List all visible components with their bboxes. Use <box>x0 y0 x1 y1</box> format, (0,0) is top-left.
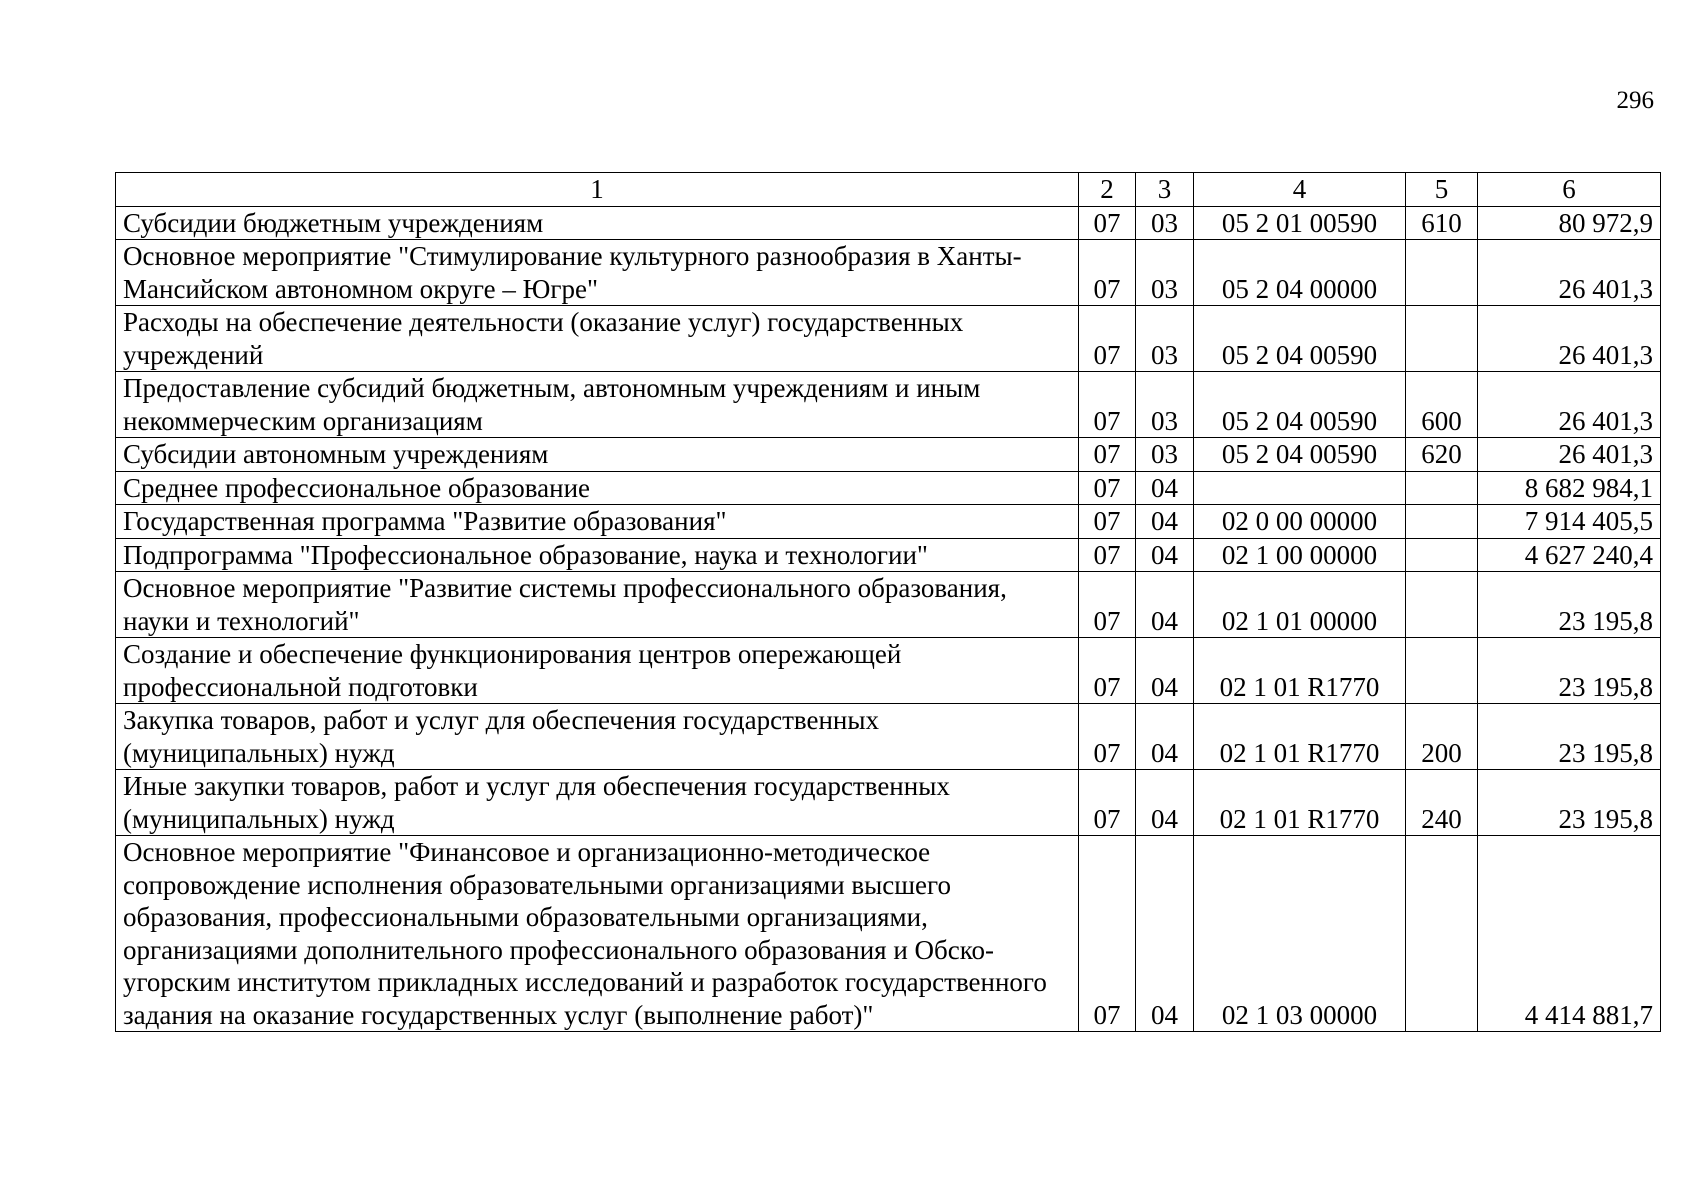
row-amount-cell: 80 972,9 <box>1478 206 1661 240</box>
row-subsection-cell: 04 <box>1136 704 1194 770</box>
row-amount-cell: 26 401,3 <box>1478 438 1661 472</box>
row-name-cell: Основное мероприятие "Стимулирование культурного разнообразия в Ханты-Мансийском автономном округе – Югре" <box>116 240 1079 306</box>
row-type-cell <box>1406 505 1478 539</box>
row-amount-cell: 4 627 240,4 <box>1478 538 1661 572</box>
row-amount-cell: 26 401,3 <box>1478 306 1661 372</box>
table-row <box>116 638 1661 704</box>
row-section-cell: 07 <box>1079 206 1136 240</box>
row-name-cell: Иные закупки товаров, работ и услуг для обеспечения государственных (муниципальных) нужд <box>116 770 1079 836</box>
row-section-cell: 07 <box>1079 471 1136 505</box>
row-subsection-cell: 04 <box>1136 505 1194 539</box>
row-subsection-cell: 04 <box>1136 836 1194 1032</box>
row-code-cell: 02 1 03 00000 <box>1194 836 1406 1032</box>
row-amount-cell: 7 914 405,5 <box>1478 505 1661 539</box>
row-type-cell <box>1406 471 1478 505</box>
header-cell-3: 3 <box>1136 173 1194 207</box>
row-code-cell: 05 2 04 00590 <box>1194 438 1406 472</box>
row-code-cell <box>1194 471 1406 505</box>
row-type-cell: 200 <box>1406 704 1478 770</box>
row-amount-cell: 26 401,3 <box>1478 240 1661 306</box>
row-code-cell: 02 1 01 R1770 <box>1194 638 1406 704</box>
row-section-cell: 07 <box>1079 572 1136 638</box>
row-type-cell <box>1406 572 1478 638</box>
row-amount-cell: 4 414 881,7 <box>1478 836 1661 1032</box>
row-name-cell: Закупка товаров, работ и услуг для обеспечения государственных (муниципальных) нужд <box>116 704 1079 770</box>
header-cell-2: 2 <box>1079 173 1136 207</box>
table-row <box>116 206 1661 240</box>
row-type-cell: 610 <box>1406 206 1478 240</box>
row-code-cell: 02 1 01 00000 <box>1194 572 1406 638</box>
table-row <box>116 306 1661 372</box>
row-type-cell <box>1406 538 1478 572</box>
table-row <box>116 538 1661 572</box>
row-type-cell <box>1406 240 1478 306</box>
table-row <box>116 240 1661 306</box>
row-section-cell: 07 <box>1079 306 1136 372</box>
row-section-cell: 07 <box>1079 240 1136 306</box>
row-section-cell: 07 <box>1079 704 1136 770</box>
row-subsection-cell: 03 <box>1136 240 1194 306</box>
row-type-cell: 620 <box>1406 438 1478 472</box>
table-row <box>116 572 1661 638</box>
row-amount-cell: 23 195,8 <box>1478 638 1661 704</box>
table-row <box>116 770 1661 836</box>
header-cell-1: 1 <box>116 173 1079 207</box>
row-section-cell: 07 <box>1079 438 1136 472</box>
row-code-cell: 05 2 01 00590 <box>1194 206 1406 240</box>
row-subsection-cell: 04 <box>1136 638 1194 704</box>
row-subsection-cell: 03 <box>1136 372 1194 438</box>
row-code-cell: 02 1 01 R1770 <box>1194 704 1406 770</box>
table-row <box>116 704 1661 770</box>
row-code-cell: 02 1 01 R1770 <box>1194 770 1406 836</box>
table-row <box>116 438 1661 472</box>
row-section-cell: 07 <box>1079 770 1136 836</box>
row-name-cell: Государственная программа "Развитие образования" <box>116 505 1079 539</box>
row-name-cell: Подпрограмма "Профессиональное образование, наука и технологии" <box>116 538 1079 572</box>
row-code-cell: 05 2 04 00590 <box>1194 306 1406 372</box>
row-amount-cell: 8 682 984,1 <box>1478 471 1661 505</box>
row-type-cell <box>1406 836 1478 1032</box>
budget-table <box>115 172 1661 1032</box>
page-number: 296 <box>1616 87 1654 114</box>
row-section-cell: 07 <box>1079 372 1136 438</box>
row-subsection-cell: 03 <box>1136 438 1194 472</box>
row-amount-cell: 23 195,8 <box>1478 770 1661 836</box>
header-cell-6: 6 <box>1478 173 1661 207</box>
row-subsection-cell: 04 <box>1136 471 1194 505</box>
row-amount-cell: 23 195,8 <box>1478 572 1661 638</box>
table-row <box>116 471 1661 505</box>
row-type-cell <box>1406 306 1478 372</box>
row-type-cell: 600 <box>1406 372 1478 438</box>
row-subsection-cell: 04 <box>1136 538 1194 572</box>
row-name-cell: Субсидии бюджетным учреждениям <box>116 206 1079 240</box>
row-name-cell: Основное мероприятие "Финансовое и организационно-методическое сопровождение исполнения образовательными организациями высшего образования, профессиональными образовательными организациями, организациями дополнительного профессионального образования и Обско-угорским институтом прикладных исследований и разработок государственного задания на оказание государственных услуг (выполнение работ)" <box>116 836 1079 1032</box>
row-subsection-cell: 04 <box>1136 572 1194 638</box>
row-type-cell: 240 <box>1406 770 1478 836</box>
row-type-cell <box>1406 638 1478 704</box>
row-name-cell: Расходы на обеспечение деятельности (оказание услуг) государственных учреждений <box>116 306 1079 372</box>
row-amount-cell: 23 195,8 <box>1478 704 1661 770</box>
row-subsection-cell: 04 <box>1136 770 1194 836</box>
row-name-cell: Среднее профессиональное образование <box>116 471 1079 505</box>
row-code-cell: 02 1 00 00000 <box>1194 538 1406 572</box>
header-cell-4: 4 <box>1194 173 1406 207</box>
row-section-cell: 07 <box>1079 836 1136 1032</box>
table-header-row <box>116 173 1661 207</box>
table-row <box>116 836 1661 1032</box>
row-name-cell: Предоставление субсидий бюджетным, автономным учреждениям и иным некоммерческим организациям <box>116 372 1079 438</box>
table-row <box>116 505 1661 539</box>
row-section-cell: 07 <box>1079 538 1136 572</box>
row-code-cell: 02 0 00 00000 <box>1194 505 1406 539</box>
row-subsection-cell: 03 <box>1136 206 1194 240</box>
row-section-cell: 07 <box>1079 505 1136 539</box>
row-amount-cell: 26 401,3 <box>1478 372 1661 438</box>
row-subsection-cell: 03 <box>1136 306 1194 372</box>
row-name-cell: Субсидии автономным учреждениям <box>116 438 1079 472</box>
row-code-cell: 05 2 04 00000 <box>1194 240 1406 306</box>
row-code-cell: 05 2 04 00590 <box>1194 372 1406 438</box>
row-section-cell: 07 <box>1079 638 1136 704</box>
row-name-cell: Основное мероприятие "Развитие системы профессионального образования, науки и технологий" <box>116 572 1079 638</box>
row-name-cell: Создание и обеспечение функционирования центров опережающей профессиональной подготовки <box>116 638 1079 704</box>
table-row <box>116 372 1661 438</box>
header-cell-5: 5 <box>1406 173 1478 207</box>
